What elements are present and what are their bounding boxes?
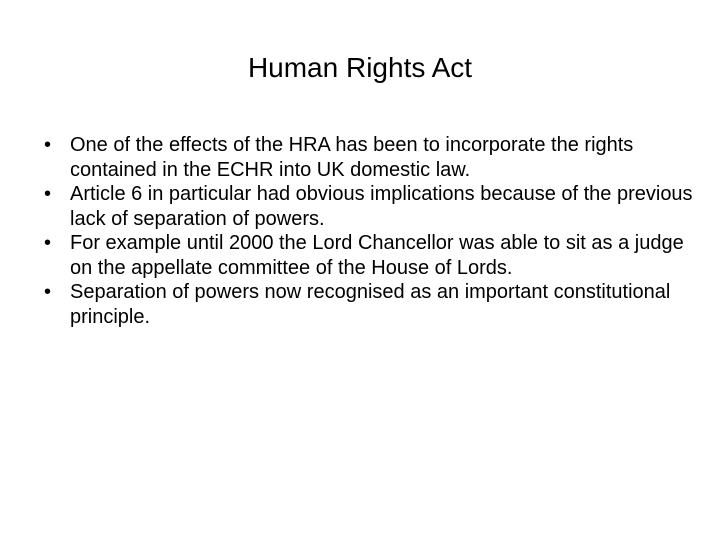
slide-title: Human Rights Act <box>247 52 473 83</box>
bullet-item <box>44 182 694 231</box>
bullet-dot-icon: • <box>44 134 52 156</box>
bullet-list <box>44 133 694 329</box>
bullet-text: For example until 2000 the Lord Chancellor was able to sit as a judge on the appellate committee of the House of Lords. <box>70 232 684 279</box>
bullet-dot-icon: • <box>44 281 52 303</box>
bullet-item <box>44 231 694 280</box>
bullet-text: One of the effects of the HRA has been to incorporate the rights contained in the ECHR into UK domestic law. <box>70 134 634 181</box>
bullet-text: Article 6 in particular had obvious implications because of the previous lack of separation of powers. <box>70 183 693 230</box>
bullet-dot-icon: • <box>44 232 52 254</box>
bullet-text: Separation of powers now recognised as an important constitutional principle. <box>70 281 671 328</box>
bullet-item <box>44 133 694 182</box>
bullet-dot-icon: • <box>44 183 52 205</box>
bullet-item <box>44 280 694 329</box>
